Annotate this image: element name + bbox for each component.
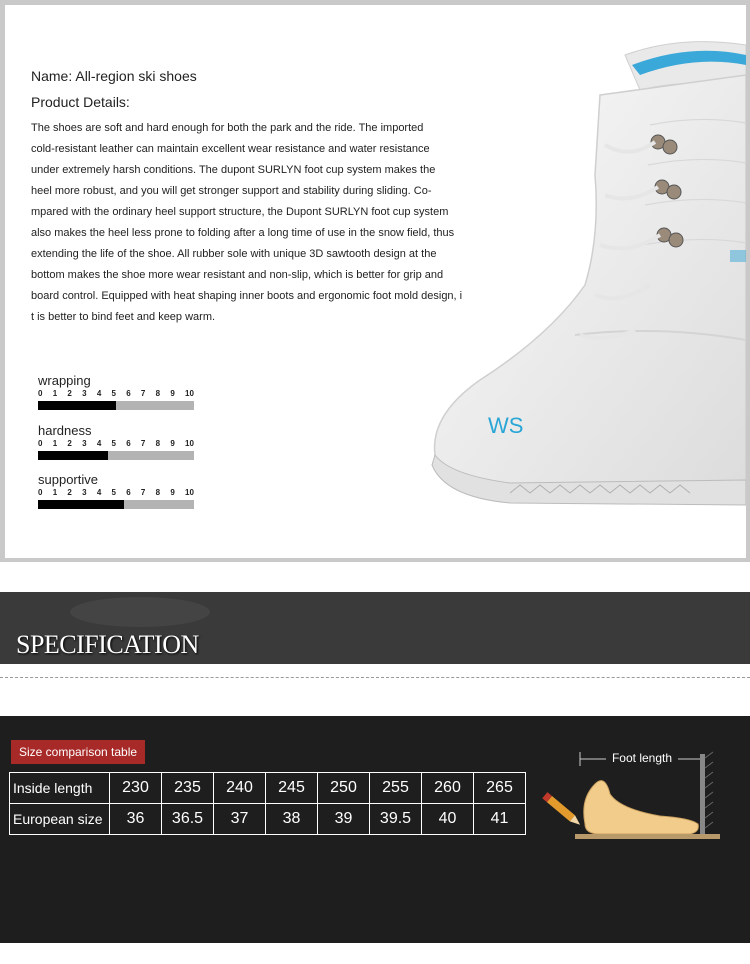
rating-hardness: [38, 423, 198, 460]
scale-tick: 6: [126, 488, 131, 497]
scale-tick: 10: [185, 488, 194, 497]
rating-fill: [38, 401, 116, 410]
scale-tick: 9: [170, 488, 175, 497]
scale-tick: 1: [52, 488, 58, 497]
scale-tick: 9: [170, 439, 175, 448]
scale-tick: 5: [111, 389, 116, 398]
rating-bar: [38, 451, 194, 460]
table-cell: 40: [422, 804, 474, 835]
rating-label: hardness: [38, 423, 92, 438]
foot-length-label: Foot length: [611, 751, 673, 765]
table-cell: 37: [214, 804, 266, 835]
table-cell: 39: [318, 804, 370, 835]
table-cell: 260: [422, 773, 474, 804]
scale-tick: 7: [140, 389, 146, 398]
scale-tick: 8: [155, 389, 161, 398]
rating-fill: [38, 451, 108, 460]
table-cell: 36: [110, 804, 162, 835]
table-cell: 38: [266, 804, 318, 835]
product-name: Name: All-region ski shoes: [31, 68, 197, 84]
table-cell: 41: [474, 804, 526, 835]
size-section: [0, 716, 750, 943]
scale-tick: 5: [111, 488, 116, 497]
scale-tick: 3: [82, 439, 87, 448]
rating-bar: [38, 401, 194, 410]
table-cell: 265: [474, 773, 526, 804]
product-panel-inner: [5, 5, 746, 558]
rating-scale: [38, 439, 194, 449]
table-cell: 36.5: [162, 804, 214, 835]
rating-supportive: [38, 472, 198, 509]
rating-wrapping: [38, 373, 198, 410]
scale-tick: 4: [96, 439, 102, 448]
scale-tick: 5: [111, 439, 116, 448]
table-cell: 240: [214, 773, 266, 804]
scale-tick: 6: [126, 389, 131, 398]
scale-tick: 1: [52, 389, 58, 398]
scale-tick: 7: [140, 488, 146, 497]
row-header-european-size: European size: [10, 804, 110, 835]
rating-scale: [38, 389, 194, 399]
rating-label: supportive: [38, 472, 98, 487]
product-description: The shoes are soft and hard enough for both the park and the ride. The imported cold-resistant leather can maintain excellent wear resistance and water resistance under extremely harsh conditions. The dupont SURLYN foot cup system makes the heel more robust, and you will get stronger support and stability during sliding. Co- mpared with the ordinary heel support structure, the Dupont SURLYN foot cup system also makes the heel less prone to folding after a long time of use in the snow field, thus extending the life of the shoe. All rubber sole with unique 3D sawtooth design at the bottom makes the shoe more wear resistant and non-slip, which is better for grip and board control. Equipped with heat shaping inner boots and ergonomic foot mold design, i t is better to bind feet and keep warm.: [31, 122, 463, 323]
table-cell: 230: [110, 773, 162, 804]
scale-tick: 8: [155, 439, 161, 448]
rating-bar: [38, 500, 194, 509]
rating-label: wrapping: [38, 373, 91, 388]
scale-tick: 3: [82, 389, 87, 398]
size-table-badge: Size comparison table: [11, 740, 145, 764]
table-cell: 250: [318, 773, 370, 804]
table-row: [10, 773, 526, 804]
scale-tick: 10: [185, 439, 194, 448]
specification-title: SPECIFICATION: [16, 630, 199, 659]
scale-tick: 8: [155, 488, 161, 497]
size-table: [9, 772, 526, 835]
table-cell: 245: [266, 773, 318, 804]
scale-tick: 0: [38, 439, 43, 448]
ski-boot-image: [400, 35, 746, 510]
scale-tick: 10: [185, 389, 194, 398]
row-header-inside-length: Inside length: [10, 773, 110, 804]
scale-tick: 1: [52, 439, 58, 448]
product-details-title: Product Details:: [31, 94, 130, 110]
scale-tick: 2: [67, 439, 72, 448]
scale-tick: 2: [67, 389, 72, 398]
table-cell: 255: [370, 773, 422, 804]
scale-tick: 9: [170, 389, 175, 398]
dashed-divider: [0, 677, 750, 678]
scale-tick: 4: [96, 389, 102, 398]
scale-tick: 0: [38, 488, 43, 497]
scale-tick: 0: [38, 389, 43, 398]
specification-banner: [0, 592, 750, 664]
scale-tick: 6: [126, 439, 131, 448]
foot-length-diagram: [540, 744, 725, 844]
scale-tick: 4: [96, 488, 102, 497]
table-cell: 235: [162, 773, 214, 804]
scale-tick: 7: [140, 439, 146, 448]
scale-tick: 3: [82, 488, 87, 497]
scale-tick: 2: [67, 488, 72, 497]
rating-scale: [38, 488, 194, 498]
table-cell: 39.5: [370, 804, 422, 835]
rating-fill: [38, 500, 124, 509]
boot-logo-text: WS: [488, 413, 524, 438]
table-row: [10, 804, 526, 835]
